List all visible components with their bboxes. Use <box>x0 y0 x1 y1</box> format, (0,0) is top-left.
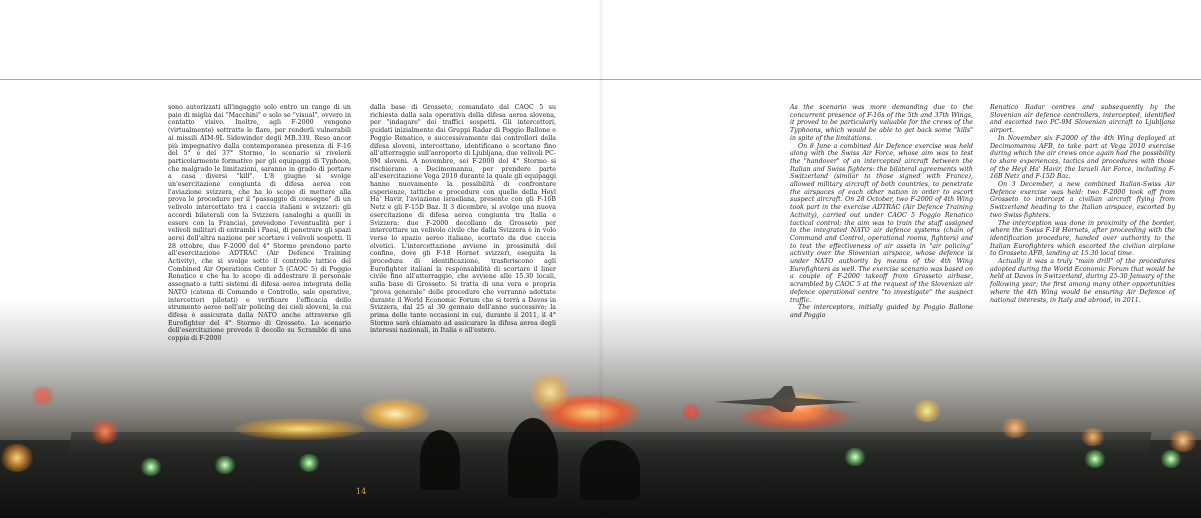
light-glow <box>235 418 365 440</box>
light-glow <box>360 398 430 430</box>
light-glow <box>0 444 34 472</box>
light-glow <box>1168 430 1198 452</box>
green-light <box>214 456 236 474</box>
green-light <box>140 458 162 476</box>
green-light <box>1160 450 1182 468</box>
english-column-1 <box>790 104 973 320</box>
paragraph: sono autorizzati all'ingaggio solo entro un range di un paio di miglia dai "Macchini" e solo se "visual", ovvero in contatto visivo. Inoltre, agli F-2000 vengono (virtualmente) sottratte le flare, per renderli vulnerabili ai missili AIM-9L Sidewinder degli MB.339. Reso ancor più impegnativo dalla contemporanea presenza di F-16 del 5° e del 37° Stormo, lo scenario si rivelerà particolarmente formativo per gli equipaggi di Typhoon, che malgrado le limitazioni, saranno in grado di portare a casa diversi "kill". L'8 giugno si svolge un'esercitazione congiunta di difesa aerea con l'aviazione svizzera, che ha lo scopo di mettere alla prova le procedure per il "passaggio di consegne" di un velivolo intercettato tra i caccia italiani e svizzeri: gli accordi bilaterali con la Svizzera (analoghi a quelli in essere con la Francia), prevedono l'eventualità per i velivoli militari di entrambi i Paesi, di penetrare gli spazi aerei dell'altra nazione per scortare i velivoli sospetti. Il 28 ottobre, due F-2000 del 4° Stormo prendono parte all'esercitazione ADTRAC (Air Defence Training Activity), che si svolge sotto il controllo tattico del Combined Air Operations Center 5 (CAOC 5) di Poggio Renatico e che ha lo scopo di addestrare il personale assegnato a tutti sistemi di difesa aerea integrata della NATO (catena di Comando e Controllo, sale operative, intercettori pilotati) e verificare l'efficacia dello strumento aereo nell'air policing dei cieli sloveni, la cui difesa è assicurata dalla NATO anche attraverso gli Eurofighter del 4° Stormo di Grosseto. Lo scenario dell'esercitazione prevede il decollo su Scramble di una coppia di F-2000 <box>168 104 351 343</box>
paragraph: Actually it was a truly "main drill" of the procedures adopted during the World Economic Forum that would be held at Davos in Switzerland, during 25-30 January of the following year; the first among many other opportunities where the 4th Wing would be ensuring Air Defence of national interests, in Italy and abroad, in 2011. <box>990 258 1175 304</box>
light-glow <box>1000 418 1030 438</box>
paragraph: Renatico Radar centres and subsequently by the Slovenian air defence controllers, intercepted, identified and escorted two PC-9M Slovenian aircraft to Ljubljana airport. <box>990 104 1175 135</box>
aircraft-silhouette <box>712 380 862 420</box>
paragraph: In November six F-2000 of the 4th Wing deployed at Decimomannu AFB, to take part at Vega 2010 exercise during which the air crews once again had the possibility to share experiences, tactics and procedures with those of the Heyl Ha' Havir, the Israeli Air Force, including F-16B Netz and F-15D Baz. <box>990 134 1175 181</box>
light-glow <box>530 372 570 412</box>
english-column-2 <box>990 104 1175 304</box>
green-light <box>844 448 866 466</box>
paragraph: As the scenario was more demanding due to the concurrent presence of F-16s of the 5th and 37th Wings, it proved to be particularly valuable for the crews of the Typhoons, which would be able to get back some "kills" in spite of the limitations. <box>790 104 973 142</box>
tree-silhouette <box>508 418 558 498</box>
italian-column-2 <box>370 104 556 335</box>
light-glow <box>680 404 702 420</box>
light-glow <box>912 400 942 422</box>
paragraph: On 8 June a combined Air Defence exercise was held along with the Swiss Air Force, whose aim was to test the "handover" of an intercepted aircraft between the Italian and Swiss fighters: the bilateral agreements with Switzerland (similar to those signed with France), allowed military aircraft of both countries, to penetrate the airspaces of each other nation in order to escort suspect aircraft. On 28 October, two F-2000 of 4th Wing took part in the exercise ADTRAC (Air Defence Training Activity), carried out under CAOC 5 Poggio Renatico tactical control; the aim was to train the staff assigned to the integrated NATO air defence systems (chain of Command and Control, operational rooms, fighters) and to test the effectiveness of air assets in "air policing" activity over the Slovenian airspace, whose defence is under NATO authority by means of the 4th Wing Eurofighters as well. The exercise scenario was based on a couple of F-2000 takeoff from Grosseto airbase, scrambled by CAOC 5 at the request of the Slovenian air defence operational centre "to investigate" the suspect traffic. <box>790 142 973 304</box>
light-glow <box>30 386 56 406</box>
paragraph: The interception was done in proximity of the border, where the Swiss F-18 Hornets, after proceeding with the identification procedure, handed over authority to the Italian Eurofighters which escorted the civilian airplane to Grosseto AFB, landing at 15.30 local time. <box>990 219 1175 258</box>
italian-column-1 <box>168 104 351 343</box>
paragraph: dalla base di Grosseto, comandato dal CAOC 5 su richiesta dalla sala operativa della difesa aerea slovena, per "indagare" dei traffici sospetti. Gli intercettori, guidati inizialmente dai Gruppi Radar di Poggio Ballone e Poggio Renatico, e successivamente dai controllori della difesa sloveni, intercettano, identificano e scortano fino all'atterraggio sull'aeroporto di Ljubljana, due velivoli PC-9M sloveni. A novembre, sei F-2000 del 4° Stormo si rischierano a Decimomannu, per prendere parte all'esercitazione Vega 2010 durante la quale gli equipaggi hanno nuovamente la possibilità di confrontare esperienze, tattiche e procedure con quelle della Heyl Ha' Havir, l'aviazione israeliana, presente con gli F-16B Netz e gli F-15D Baz. Il 3 dicembre, si svolge una nuova esercitazione di difesa aerea congiunta tra Italia e Svizzera: due F-2000 decollano da Grosseto per intercettare un velivolo civile che dalla Svizzera è in volo verso lo spazio aereo italiano, scortato da due caccia elvetici. L'intercettazione avviene in prossimità del confine, dove gli F-18 Hornet svizzeri, eseguita la procedura di identificazione, trasferiscono agli Eurofighter italiani la responsabilità di scortare il liner civile fino all'atterraggio, che avviene alle 15.30 locali, sulla base di Grosseto. Si tratta di una vera e propria "prova generale" delle procedure che verranno adottate durante il World Economic Forum che si terrà a Davos in Svizzera, dal 25 al 30 gennaio dell'anno successivo; la prima delle tante occasioni in cui, durante il 2011, il 4° Stormo sarà chiamato ad assicurare la difesa aerea degli interessi nazionali, in Italia e all'estero. <box>370 104 556 335</box>
paragraph: The interceptors, initially guided by Poggio Ballone and Poggio <box>790 304 973 319</box>
page-number: 14 <box>356 487 367 496</box>
tree-silhouette <box>420 430 460 490</box>
page-gutter <box>598 0 604 518</box>
paragraph: On 3 December, a new combined Italian-Swiss Air Defence exercise was held: two F-2000 took off from Grosseto to intercept a civilian aircraft flying from Switzerland heading to the Italian airspace, escorted by two Swiss fighters. <box>990 181 1175 219</box>
green-light <box>298 454 320 472</box>
light-glow <box>90 420 120 444</box>
light-glow <box>1080 428 1106 446</box>
green-light <box>1084 450 1106 468</box>
tree-silhouette <box>580 440 640 500</box>
